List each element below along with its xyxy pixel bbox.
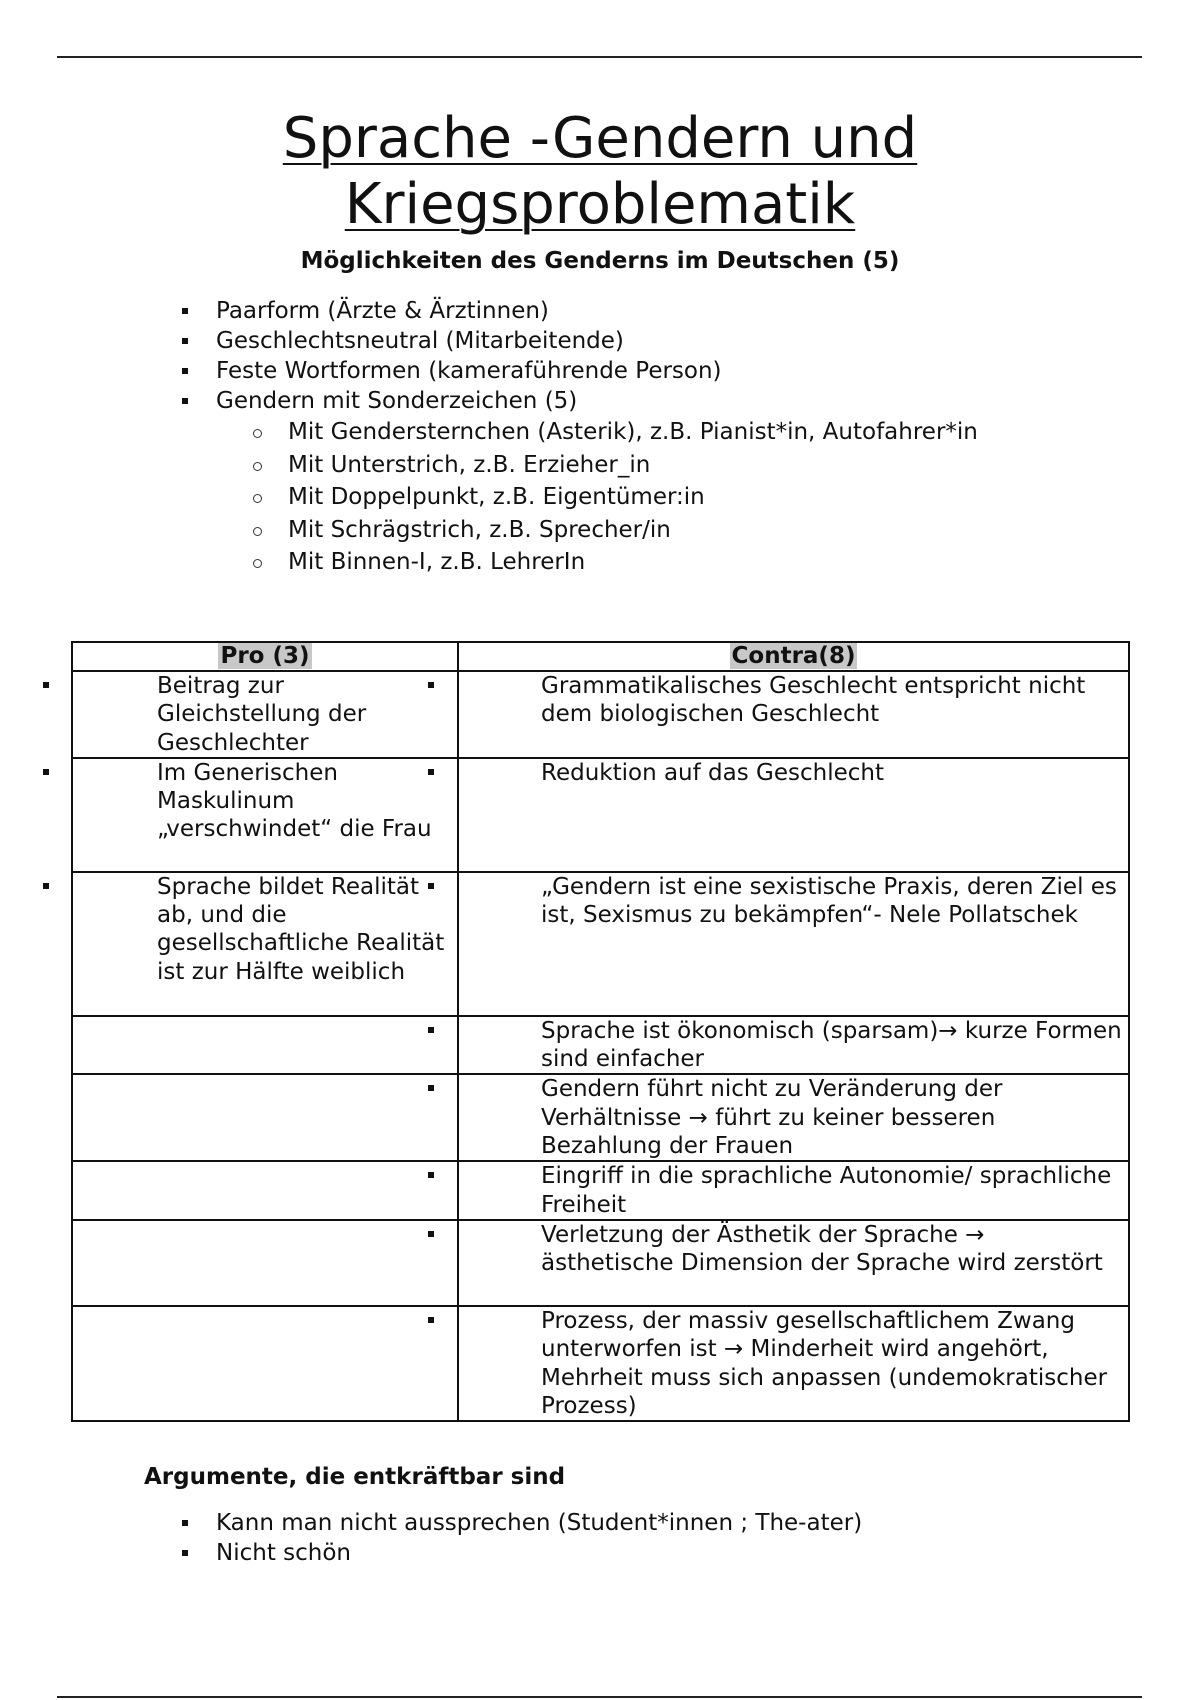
circle-bullet-icon	[253, 527, 262, 536]
contra-cell	[458, 872, 1129, 1016]
sublist-item	[288, 449, 978, 482]
contra-text: Eingriff in die sprachliche Autonomie/ sprachliche Freiheit	[541, 1163, 1112, 1218]
contra-text: Verletzung der Ästhetik der Sprache → ästhetische Dimension der Sprache wird zerstört	[541, 1221, 1103, 1277]
contra-text: Grammatikalisches Geschlecht entspricht nicht dem biologischen Geschlecht	[541, 673, 1086, 728]
list-item	[216, 356, 722, 386]
contra-text: Sprache ist ökonomisch (sparsam)→ kurze Formen sind einfacher	[541, 1017, 1122, 1073]
pro-cell	[72, 1220, 458, 1306]
circle-bullet-icon	[253, 429, 262, 438]
table-row	[72, 1161, 1129, 1220]
square-bullet-icon	[428, 1231, 434, 1237]
contra-text: Gendern führt nicht zu Veränderung der Verhältnisse → führt zu keiner besseren Bezahlung der Frauen	[541, 1076, 1003, 1160]
contra-cell	[458, 1161, 1129, 1220]
sublist-item-text: Mit Binnen-I, z.B. LehrerIn	[288, 549, 586, 575]
circle-bullet-icon	[253, 494, 262, 503]
table-row	[72, 671, 1129, 758]
list-item-text: Gendern mit Sonderzeichen (5)	[216, 388, 578, 414]
list-item-text: Geschlechtsneutral (Mitarbeitende)	[216, 328, 624, 354]
title-line-2: Kriegsproblematik	[344, 171, 856, 237]
square-bullet-icon	[43, 769, 49, 775]
pro-contra-table	[71, 641, 1130, 1422]
circle-bullet-icon	[253, 462, 262, 471]
contra-header	[458, 642, 1129, 671]
square-bullet-icon	[428, 682, 434, 688]
square-bullet-icon	[182, 338, 188, 344]
list-item-text: Paarform (Ärzte & Ärztinnen)	[216, 298, 549, 324]
table-row	[72, 872, 1129, 1016]
list-item	[216, 1538, 862, 1568]
title-line-1: Sprache -Gendern und	[282, 105, 918, 171]
square-bullet-icon	[428, 1085, 434, 1091]
square-bullet-icon	[182, 1520, 188, 1526]
table-row	[72, 1220, 1129, 1306]
square-bullet-icon	[428, 1172, 434, 1178]
pro-cell	[72, 1074, 458, 1161]
contra-text: „Gendern ist eine sexistische Praxis, deren Ziel es ist, Sexismus zu bekämpfen“- Nele Pollatschek	[541, 873, 1117, 929]
contra-text: Reduktion auf das Geschlecht	[541, 759, 884, 786]
gendering-options-list	[216, 296, 722, 416]
pro-header	[72, 642, 458, 671]
list-item	[216, 326, 722, 356]
pro-header-label: Pro (3)	[220, 643, 310, 669]
sublist-item-text: Mit Unterstrich, z.B. Erzieher_in	[288, 451, 651, 478]
refutable-arguments-heading: Argumente, die entkräftbar sind	[144, 1464, 566, 1490]
sublist-item	[288, 546, 978, 579]
bottom-rule	[57, 1696, 1142, 1698]
square-bullet-icon	[43, 682, 49, 688]
square-bullet-icon	[182, 398, 188, 404]
square-bullet-icon	[428, 1317, 434, 1323]
table-row	[72, 1306, 1129, 1421]
pro-cell	[72, 671, 458, 758]
contra-cell	[458, 758, 1129, 872]
contra-cell	[458, 671, 1129, 758]
pro-cell	[72, 1016, 458, 1075]
square-bullet-icon	[43, 883, 49, 889]
contra-cell	[458, 1220, 1129, 1306]
table-row	[72, 1074, 1129, 1161]
contra-header-label: Contra(8)	[731, 643, 856, 669]
list-item	[216, 1508, 862, 1538]
square-bullet-icon	[182, 368, 188, 374]
refutable-arguments-list	[216, 1508, 862, 1568]
pro-text: Im Generischen Maskulinum „verschwindet“ die Frau	[157, 759, 432, 843]
special-characters-sublist	[288, 416, 978, 579]
square-bullet-icon	[428, 1027, 434, 1033]
contra-cell	[458, 1074, 1129, 1161]
square-bullet-icon	[428, 883, 434, 889]
square-bullet-icon	[182, 308, 188, 314]
square-bullet-icon	[182, 1550, 188, 1556]
list-item	[216, 386, 722, 416]
pro-cell	[72, 1306, 458, 1421]
square-bullet-icon	[428, 769, 434, 775]
gendering-options-heading: Möglichkeiten des Genderns im Deutschen (5)	[300, 248, 900, 274]
contra-cell	[458, 1016, 1129, 1075]
pro-cell	[72, 872, 458, 1016]
pro-text: Sprache bildet Realität ab, und die gesellschaftliche Realität ist zur Hälfte weiblich	[157, 873, 445, 985]
contra-text: Prozess, der massiv gesellschaftlichem Zwang unterworfen ist → Minderheit wird angehört, Mehrheit muss sich anpassen (undemokratischer Prozess)	[541, 1307, 1108, 1419]
pro-text: Beitrag zur Gleichstellung der Geschlechter	[157, 673, 367, 756]
top-rule	[57, 56, 1142, 58]
list-item-text: Kann man nicht aussprechen (Student*innen ; The-ater)	[216, 1510, 863, 1536]
list-item-text: Feste Wortformen (kameraführende Person)	[216, 358, 722, 384]
sublist-item	[288, 481, 978, 514]
list-item-text: Nicht schön	[216, 1540, 352, 1566]
table-header-row	[72, 642, 1129, 671]
sublist-item-text: Mit Schrägstrich, z.B. Sprecher/in	[288, 516, 671, 543]
page-title	[0, 106, 1200, 238]
circle-bullet-icon	[253, 559, 262, 568]
pro-cell	[72, 758, 458, 872]
sublist-item	[288, 514, 978, 547]
list-item	[216, 296, 722, 326]
table-row	[72, 758, 1129, 872]
sublist-item	[288, 416, 978, 449]
sublist-item-text: Mit Doppelpunkt, z.B. Eigentümer:in	[288, 484, 705, 510]
pro-cell	[72, 1161, 458, 1220]
contra-cell	[458, 1306, 1129, 1421]
sublist-item-text: Mit Gendersternchen (Asterik), z.B. Pianist*in, Autofahrer*in	[288, 419, 978, 445]
table-row	[72, 1016, 1129, 1075]
